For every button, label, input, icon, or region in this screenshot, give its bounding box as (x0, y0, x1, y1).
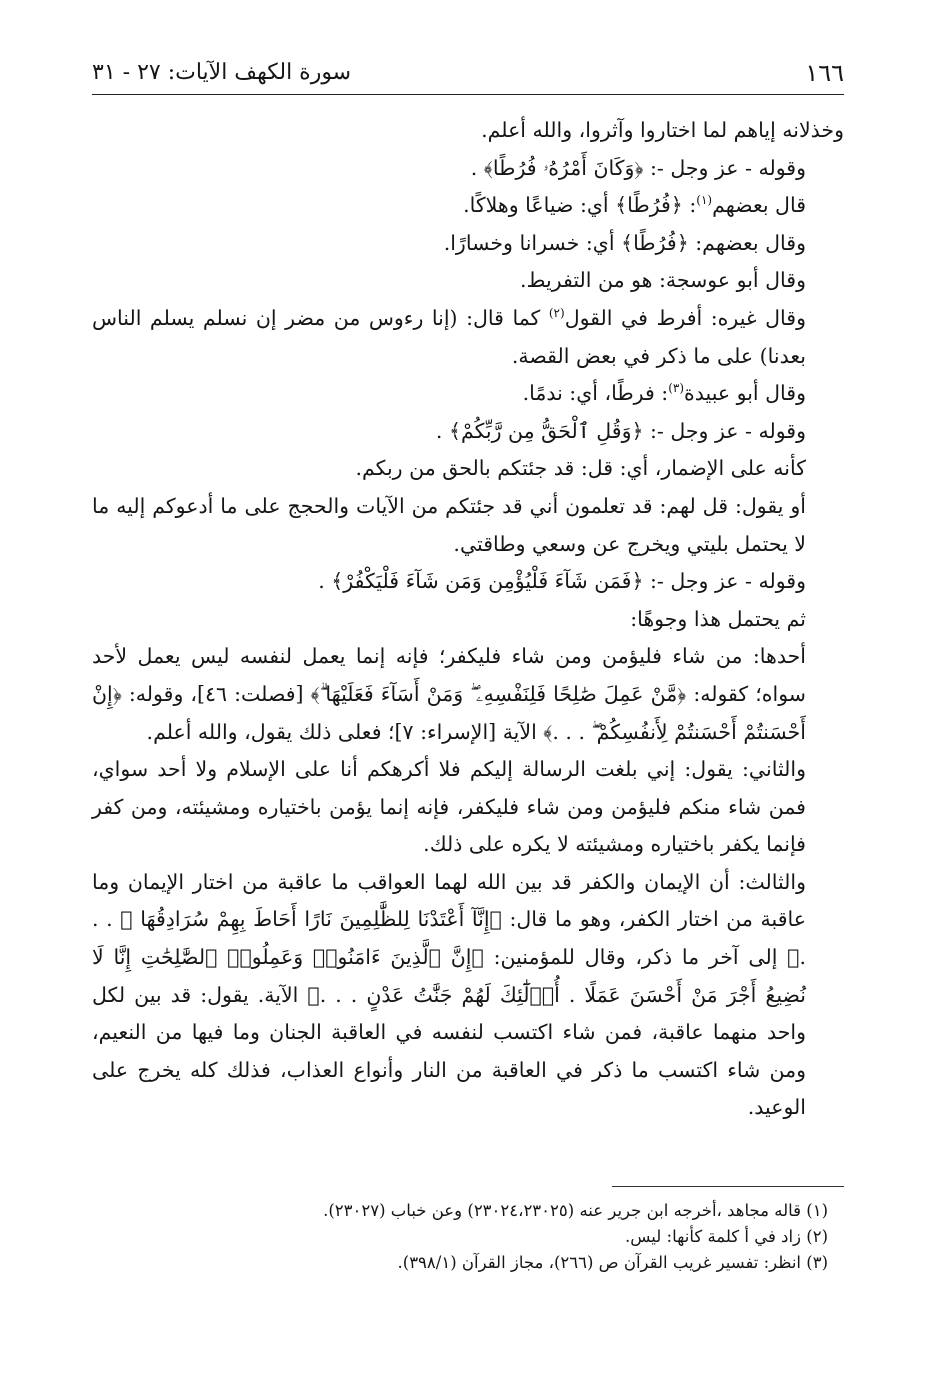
paragraph (92, 751, 844, 864)
paragraph-text: كأنه على الإضمار، أي: قل: قد جئتكم بالحق من ربكم. (355, 456, 806, 481)
footnote-marker: (٢) (548, 306, 565, 321)
paragraph (92, 413, 844, 451)
paragraph (92, 864, 844, 1127)
paragraph-text: والثالث: أن الإيمان والكفر قد بين الله لهما العواقب ما عاقبة من اختار الإيمان وما عاقبة من اختار الكفر، وهو ما قال: ﴿إِنَّآ أَعْتَدْنَا لِلظَّٰلِمِينَ نَارًا أَحَاطَ بِهِمْ سُرَادِقُهَا ۚ . . .﴾ إلى آخر ما ذكر، وقال للمؤمنين: ﴿إِنَّ ٱلَّذِينَ ءَامَنُوا۟ وَعَمِلُوا۟ ٱلصَّٰلِحَٰتِ إِنَّا لَا نُضِيعُ أَجْرَ مَنْ أَحْسَنَ عَمَلًا . أُو۟لَٰٓئِكَ لَهُمْ جَنَّٰتُ عَدْنٍ . . .﴾ الآية. يقول: قد بين لكل واحد منهما عاقبة، فمن شاء اكتسب لنفسه في العاقبة الجنان وما فيها من النعيم، ومن شاء اكتسب ما ذكر في العاقبة من النار وأنواع العذاب، فذلك كله يخرج على الوعيد. (92, 869, 806, 1120)
paragraph-text: وقال أبو عوسجة: هو من التفريط. (519, 268, 806, 293)
paragraph (92, 150, 844, 188)
main-text (92, 112, 844, 1127)
footnote: (٢) زاد في أ كلمة كأنها: ليس. (625, 1227, 828, 1246)
paragraph-text: والثاني: يقول: إني بلغت الرسالة إليكم فلا أكرهكم أنا على الإسلام ولا أحد سواي، فمن شاء منكم فليؤمن ومن شاء فليكفر، فإنه إنما يؤمن باختياره ومشيئته، ومن كفر فإنما يكفر باختياره ومشيئته لا يكره على ذلك. (92, 757, 806, 857)
paragraph (92, 225, 844, 263)
paragraph-text: وخذلانه إياهم لما اختاروا وآثروا، والله أعلم. (481, 118, 844, 142)
paragraph-text: وقال أبو عبيدة (684, 381, 806, 406)
page-number: ١٦٦ (805, 59, 844, 87)
footnote-marker: (٣) (668, 381, 685, 396)
paragraph-text: وقوله - عز وجل -: ﴿وَقُلِ ٱلْحَقُّ مِن رَّبِّكُمْ﴾ . (435, 418, 806, 443)
paragraph-text: وقال غيره: أفرط في القول (564, 305, 806, 330)
footnote: (٣) انظر: تفسير غريب القرآن ص (٢٦٦)، مجاز القرآن (٣٩٨/١). (397, 1253, 828, 1272)
paragraph (92, 638, 844, 751)
paragraph (92, 262, 844, 300)
footnotes (92, 1198, 844, 1276)
paragraph (92, 450, 844, 488)
paragraph (92, 112, 844, 150)
paragraph-text: ثم يحتمل هذا وجوهًا: (630, 606, 806, 631)
paragraph (92, 601, 844, 639)
page-header (92, 56, 844, 95)
running-title: سورة الكهف الآيات: ٢٧ - ٣١ (92, 60, 352, 85)
paragraph-text: وقوله - عز وجل -: ﴿وَكَانَ أَمْرُهُۥ فُرُطًا﴾ . (470, 155, 806, 180)
paragraph (92, 375, 844, 413)
paragraph (92, 488, 844, 563)
paragraph (92, 187, 844, 225)
paragraph-text: : فرطًا، أي: ندمًا. (522, 381, 669, 406)
paragraph (92, 563, 844, 601)
paragraph-text: قال بعضهم (712, 193, 806, 218)
footnote-separator (612, 1186, 844, 1187)
paragraph-text: : ﴿فُرُطًا﴾ أي: ضياعًا وهلاكًا. (463, 193, 697, 218)
paragraph-text: أحدها: من شاء فليؤمن ومن شاء فليكفر؛ فإنه إنما يعمل لنفسه ليس يعمل لأحد سواه؛ كقوله: ﴿مَّنْ عَمِلَ صَٰلِحًا فَلِنَفْسِهِۦ ۖ وَمَنْ أَسَآءَ فَعَلَيْهَا ۗ﴾ [فصلت: ٤٦]، وقوله: ﴿إِنْ أَحْسَنتُمْ أَحْسَنتُمْ لِأَنفُسِكُمْ ۖ . . .﴾ الآية [الإسراء: ٧]؛ فعلى ذلك يقول، والله أعلم. (92, 644, 806, 744)
paragraph (92, 300, 844, 375)
paragraph-text: وقال بعضهم: ﴿فُرُطًا﴾ أي: خسرانا وخسارًا. (443, 230, 806, 255)
footnote: (١) قاله مجاهد ،أخرجه ابن جرير عنه (٢٣٠٢٤،٢٣٠٢٥) وعن خباب (٢٣٠٢٧). (323, 1201, 828, 1220)
paragraph-text: كما قال: (إنا رءوس من مضر إن نسلم يسلم الناس بعدنا) على ما ذكر في بعض القصة. (92, 305, 806, 368)
paragraph-text: أو يقول: قل لهم: قد تعلمون أني قد جئتكم من الآيات والحجج على ما أدعوكم إليه ما لا يحتمل بليتي ويخرج عن وسعي وطاقتي. (92, 493, 806, 556)
paragraph-text: وقوله - عز وجل -: ﴿فَمَن شَآءَ فَلْيُؤْمِن وَمَن شَآءَ فَلْيَكْفُرْ﴾ . (318, 569, 806, 594)
footnote-marker: (١) (696, 193, 713, 208)
